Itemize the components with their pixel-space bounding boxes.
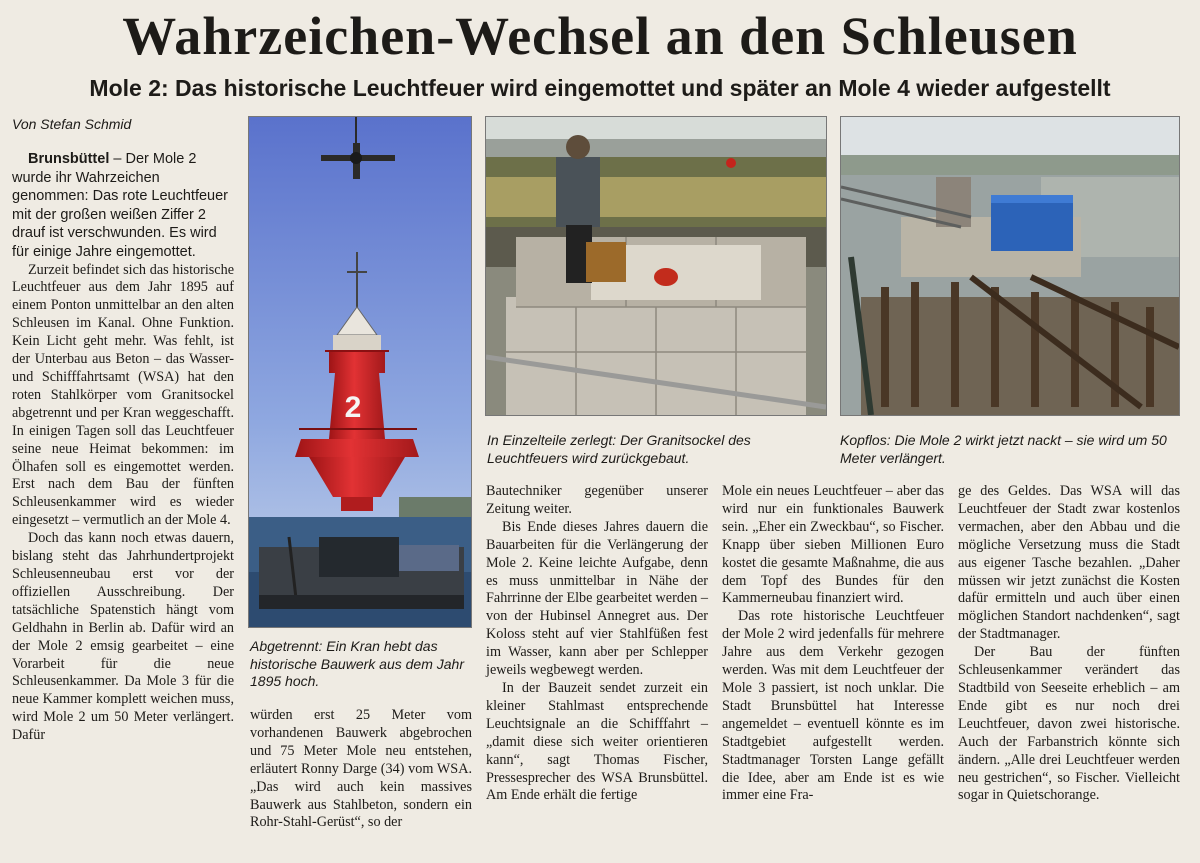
col4-paragraph-1: Mole ein neues Leuchtfeuer – aber das wird nur ein funktionales Bauwerk sein. „Eher ein Zweckbau“, so Fischer. Knapp über sieben Millionen Euro kostet die gesamte Maßnahme, die aus dem Topf des Bundes für den Kammerneubau finanziert wird. <box>722 483 944 607</box>
col3-paragraph-2: Bis Ende dieses Jahres dauern die Bauarbeiten für die Verlängerung der Mole 2. Keine leichte Aufgabe, denn es muss unmittelbar in Nähe der Fahrrinne der Elbe gearbeitet werden – von der Hubinsel Annegret aus. Der Koloss steht auf vier Stahlfüßen fest im Wasser, kann aber per Schlepper jeweils wegbewegt werden. <box>486 518 708 679</box>
col1-paragraph-1: Zurzeit befindet sich das historische Leuchtfeuer aus dem Jahr 1895 auf einem Ponton unmittelbar an den alten Schleusen im Kanal. Ohne Funktion. Kein Licht geht mehr. Was fehlt, ist der Unterbau aus Beton – das Wasser- und Schifffahrtsamt (WSA) hat den roten Stahlkörper vom Granitsockel abgetrennt und per Kran weggeschafft. In einigen Tagen soll das Leuchtfeuer seine neue Heimat bekommen: im Ölhafen soll es eingemottet werden. Erst nach dem Bau der fünften Schleusenkammer wird es wieder eingesetzt – vermutlich an der Mole 4. <box>12 261 234 529</box>
mole-photo <box>840 116 1180 416</box>
lead-place: Brunsbüttel <box>28 151 110 167</box>
byline: Von Stefan Schmid <box>12 116 132 132</box>
granite-base-photo <box>485 116 827 416</box>
col2-paragraph-1: würden erst 25 Meter vom vorhandenen Bauwerk abgebrochen und 75 Meter Mole neu entstehen, erläutert Ronny Darge (34) vom WSA. „Das wird auch kein massives Bauwerk aus Stahlbeton, sondern ein Rohr-Stahl-Gerüst“, so der <box>250 707 472 831</box>
col3-paragraph-3: In der Bauzeit sendet zurzeit ein kleiner Stahlmast entsprechende Leuchtsignale an die Schifffahrt – „damit diese sich weiter orientieren kann“, sagt Thomas Fischer, Pressesprecher des WSA Brunsbüttel. Am Ende erhält die fertige <box>486 679 708 804</box>
lighthouse-photo <box>248 116 472 628</box>
column-4 <box>722 483 944 805</box>
lead-text: – Der Mole 2 wurde ihr Wahrzeichen genommen: Das rote Leuchtfeuer mit der großen weißen Ziffer 2 drauf ist verschwunden. Es wird für einige Jahre eingemottet. <box>12 151 229 260</box>
col1-paragraph-2: Doch das kann noch etwas dauern, bislang steht das Jahrhundertprojekt Schleusenneubau erst vor der offiziellen Ausschreibung. Der tatsächliche Spatenstich hängt vom Geldhahn in Berlin ab. Dafür wird an der Mole 2 emsig gearbeitet – eine Vorarbeit für die neue Schleusenkammer. Da Mole 3 für die neue Kammer komplett weichen muss, wird Mole 2 um 50 Meter verlängert. Dafür <box>12 530 234 744</box>
col5-paragraph-1: ge des Geldes. Das WSA will das Leuchtfeuer der Stadt zwar kostenlos vermachen, aber den Abbau und die mögliche Versetzung muss die Stadt aus eigener Tasche bezahlen. „Daher müssen wir jetzt zunächst die Kosten dafür ermitteln und auch über einen möglichen Standort nachdenken“, sagt der Stadtmanager. <box>958 483 1180 643</box>
caption-granite-base: In Einzelteile zerlegt: Der Granitsockel des Leuchtfeuers wird zurückgebaut. <box>487 432 751 466</box>
column-5 <box>958 483 1180 805</box>
col4-paragraph-2: Das rote historische Leuchtfeuer der Mole 2 wird jedenfalls für mehrere Jahre aus dem Verkehr gezogen werden. Was mit dem Leuchtfeuer der Mole 3 passiert, ist noch unklar. Die Stadt Brunsbüttel hat Interesse angemeldet – eventuell könnte es im Stadtgebiet aufgestellt werden. Stadtmanager Torsten Lange gefällt die Idee, aber am Ende ist es wie immer eine Fra- <box>722 608 944 804</box>
lead-paragraph <box>12 150 234 262</box>
headline: Wahrzeichen-Wechsel an den Schleusen <box>122 6 1078 66</box>
col3-paragraph-1: Bautechniker gegenüber unserer Zeitung weiter. <box>486 483 708 517</box>
caption-mole: Kopflos: Die Mole 2 wirkt jetzt nackt – sie wird um 50 Meter verlängert. <box>840 432 1167 466</box>
tower-number: 2 <box>344 391 362 424</box>
caption-lighthouse: Abgetrennt: Ein Kran hebt das historische Bauwerk aus dem Jahr 1895 hoch. <box>250 638 464 689</box>
column-3 <box>486 483 708 805</box>
subheadline: Mole 2: Das historische Leuchtfeuer wird eingemottet und später an Mole 4 wieder aufgestellt <box>89 75 1111 101</box>
col5-paragraph-2: Der Bau der fünften Schleusenkammer verändert das Stadtbild von Seeseite erheblich – am Ende gibt es nur noch drei Leuchtfeuer, davon zwei historische. Auch der Farbanstrich könnte sich ändern. „Alle drei Leuchtfeuer werden neu gestrichen“, so Fischer. Vielleicht sogar in Quietschorange. <box>958 644 1180 804</box>
column-2 <box>250 707 472 832</box>
column-1 <box>12 150 234 745</box>
